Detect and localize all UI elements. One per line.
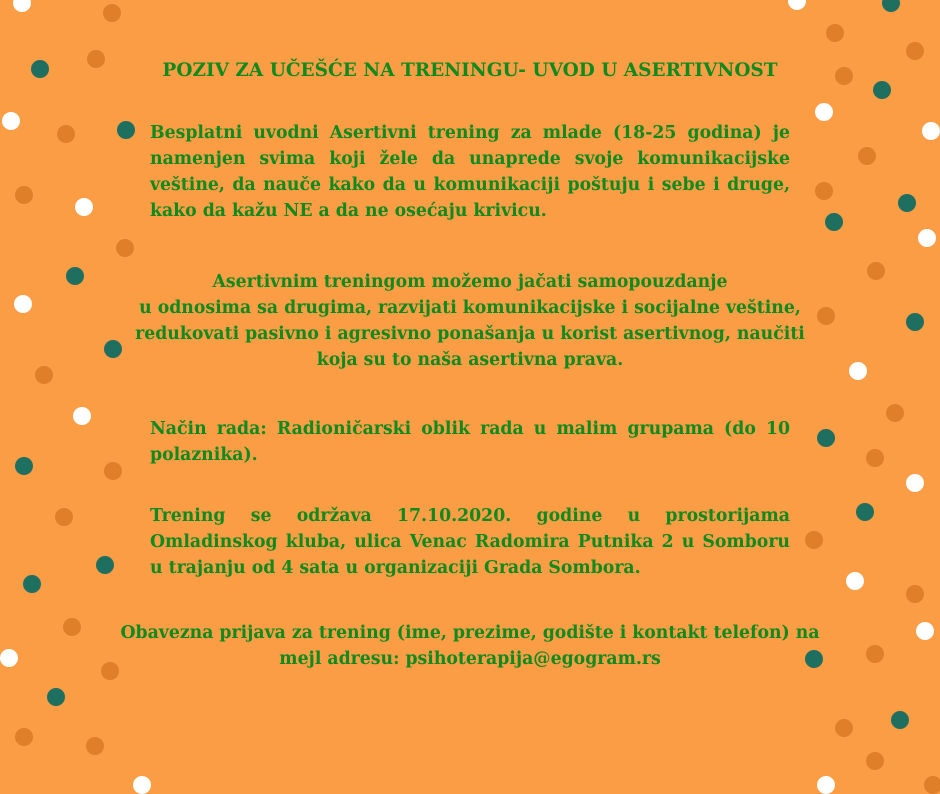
dot xyxy=(891,711,909,729)
dot xyxy=(2,112,20,130)
registration-paragraph xyxy=(120,620,820,672)
dot xyxy=(23,575,41,593)
dot xyxy=(103,4,121,22)
dot xyxy=(57,125,75,143)
dot xyxy=(15,186,33,204)
dot xyxy=(86,737,104,755)
benefits-line-2: u odnosima sa drugima, razvijati komunikacijske i socijalne veštine, xyxy=(139,298,801,318)
dot xyxy=(882,0,900,12)
dot xyxy=(117,121,135,139)
dot xyxy=(35,366,53,384)
dot xyxy=(815,182,833,200)
dot xyxy=(849,362,867,380)
dot xyxy=(87,50,105,68)
dot xyxy=(835,719,853,737)
dot xyxy=(788,0,806,10)
dot xyxy=(867,262,885,280)
dot xyxy=(47,688,65,706)
dot xyxy=(14,295,32,313)
intro-paragraph: Besplatni uvodni Asertivni trening za mlade (18-25 godina) je namenjen svima koji žele da unaprede svoje komunikacijske veštine, da nauče kako da u komunikaciji poštuju i sebe i druge, kako da kažu NE a da ne osećaju krivicu. xyxy=(150,123,790,221)
dot xyxy=(866,449,884,467)
dot xyxy=(866,752,884,770)
page-title: POZIV ZA UČEŠĆE NA TRENINGU- UVOD U ASERTIVNOST xyxy=(162,60,778,81)
registration-line-1: Obavezna prijava za trening (ime, prezime, godište i kontakt telefon) na xyxy=(120,623,820,643)
benefits-line-4: koja su to naša asertivna prava. xyxy=(316,350,624,370)
dot xyxy=(916,622,934,640)
dot xyxy=(101,662,119,680)
dot xyxy=(815,103,833,121)
dot xyxy=(15,728,33,746)
schedule-paragraph: Trening se održava 17.10.2020. godine u prostorijama Omladinskog kluba, ulica Venac Radomira Putnika 2 u Somboru u trajanju od 4 sata u organizaciji Grada Sombora. xyxy=(150,506,790,578)
dot xyxy=(31,60,49,78)
dot xyxy=(73,407,91,425)
dot xyxy=(825,213,843,231)
dot xyxy=(856,503,874,521)
dot xyxy=(15,457,33,475)
dot xyxy=(96,556,114,574)
dot xyxy=(858,147,876,165)
dot xyxy=(817,776,835,794)
dot xyxy=(66,267,84,285)
dot xyxy=(866,645,884,663)
registration-email-line: mejl adresu: psihoterapija@egogram.rs xyxy=(279,649,661,669)
benefits-paragraph xyxy=(120,269,820,373)
dot xyxy=(886,404,904,422)
dot xyxy=(924,776,940,794)
dot xyxy=(104,462,122,480)
dot xyxy=(817,429,835,447)
method-paragraph: Način rada: Radioničarski oblik rada u malim grupama (do 10 polaznika). xyxy=(150,419,790,465)
dot xyxy=(826,24,844,42)
dot xyxy=(63,618,81,636)
dot xyxy=(906,313,924,331)
dot xyxy=(835,67,853,85)
benefits-line-1: Asertivnim treningom možemo jačati samopouzdanje xyxy=(212,272,728,292)
dot xyxy=(918,229,936,247)
dot xyxy=(55,508,73,526)
dot xyxy=(75,198,93,216)
dot xyxy=(116,239,134,257)
dot xyxy=(846,572,864,590)
dot xyxy=(906,474,924,492)
dot xyxy=(898,194,916,212)
dot xyxy=(13,0,31,12)
dot xyxy=(906,585,924,603)
dot xyxy=(0,649,18,667)
dot xyxy=(906,42,924,60)
dot xyxy=(805,531,823,549)
dot xyxy=(133,776,151,794)
benefits-line-3: redukovati pasivno i agresivno ponašanja u korist asertivnog, naučiti xyxy=(135,324,805,344)
dot xyxy=(873,81,891,99)
dot xyxy=(922,122,940,140)
